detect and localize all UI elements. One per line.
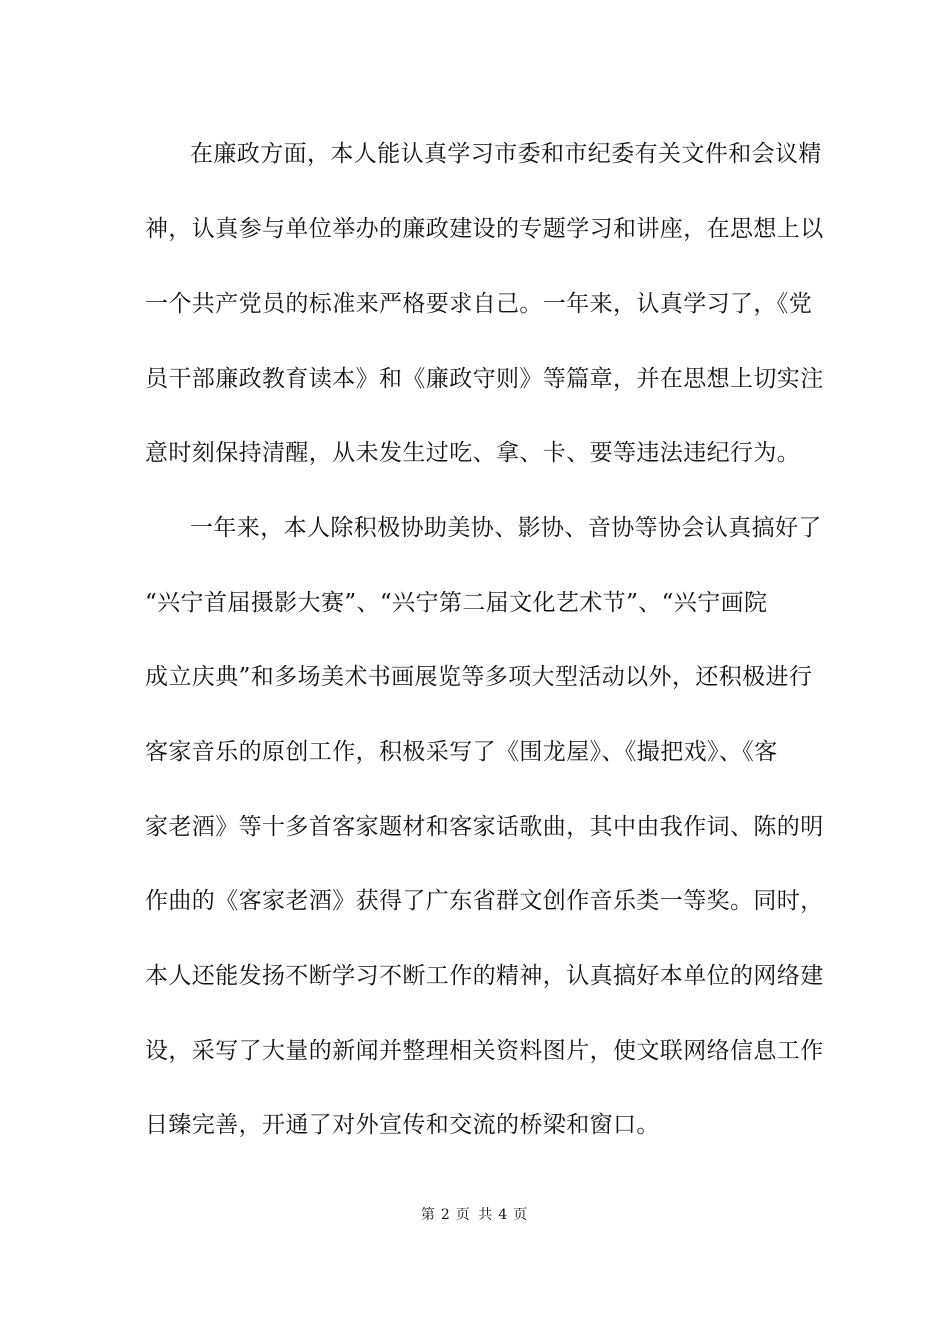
footer-suffix: 页 (513, 1207, 530, 1223)
paragraph-2-line-2: “兴宁首届摄影大赛”、“兴宁第二届文化艺术节”、“兴宁画院 (145, 590, 768, 616)
paragraph-2-line-4: 客家音乐的原创工作，积极采写了《围龙屋》、《撮把戏》、《客 (145, 739, 778, 765)
footer-prefix: 第 (420, 1207, 437, 1223)
paragraph-2-line-8: 设，采写了大量的新闻并整理相关资料图片，使文联网络信息工作 (145, 1038, 824, 1064)
paragraph-2-line-7: 本人还能发扬不断学习不断工作的精神，认真搞好本单位的网络建 (145, 963, 824, 989)
paragraph-1-line-4: 员干部廉政教育读本》和《廉政守则》等篇章，并在思想上切实注 (145, 366, 824, 392)
paragraph-1-line-3: 一个共产党员的标准来严格要求自己。一年来，认真学习了，《党 (145, 291, 813, 317)
paragraph-1-line-2: 神，认真参与单位举办的廉政建设的专题学习和讲座，在思想上以 (145, 216, 824, 242)
paragraph-2-line-9: 日臻完善，开通了对外宣传和交流的桥梁和窗口。 (145, 1112, 660, 1138)
footer-middle: 页 共 (455, 1207, 495, 1223)
footer-page-number: 2 (440, 1207, 452, 1223)
paragraph-2-line-5: 家老酒》等十多首客家题材和客家话歌曲，其中由我作词、陈的明 (145, 814, 824, 840)
paragraph-1-line-5: 意时刻保持清醒，从未发生过吃、拿、卡、要等违法违纪行为。 (145, 440, 801, 466)
paragraph-2-line-6: 作曲的《客家老酒》获得了广东省群文创作音乐类一等奖。同时， (145, 888, 824, 914)
page-footer (0, 1205, 950, 1225)
footer-total-pages: 4 (498, 1207, 510, 1223)
paragraph-2-line-1: 一年来，本人除积极协助美协、影协、音协等协会认真搞好了 (190, 515, 822, 541)
paragraph-1-line-1: 在廉政方面，本人能认真学习市委和市纪委有关文件和会议精 (190, 141, 822, 167)
paragraph-2-line-3: 成立庆典”和多场美术书画展览等多项大型活动以外，还积极进行 (145, 664, 813, 690)
